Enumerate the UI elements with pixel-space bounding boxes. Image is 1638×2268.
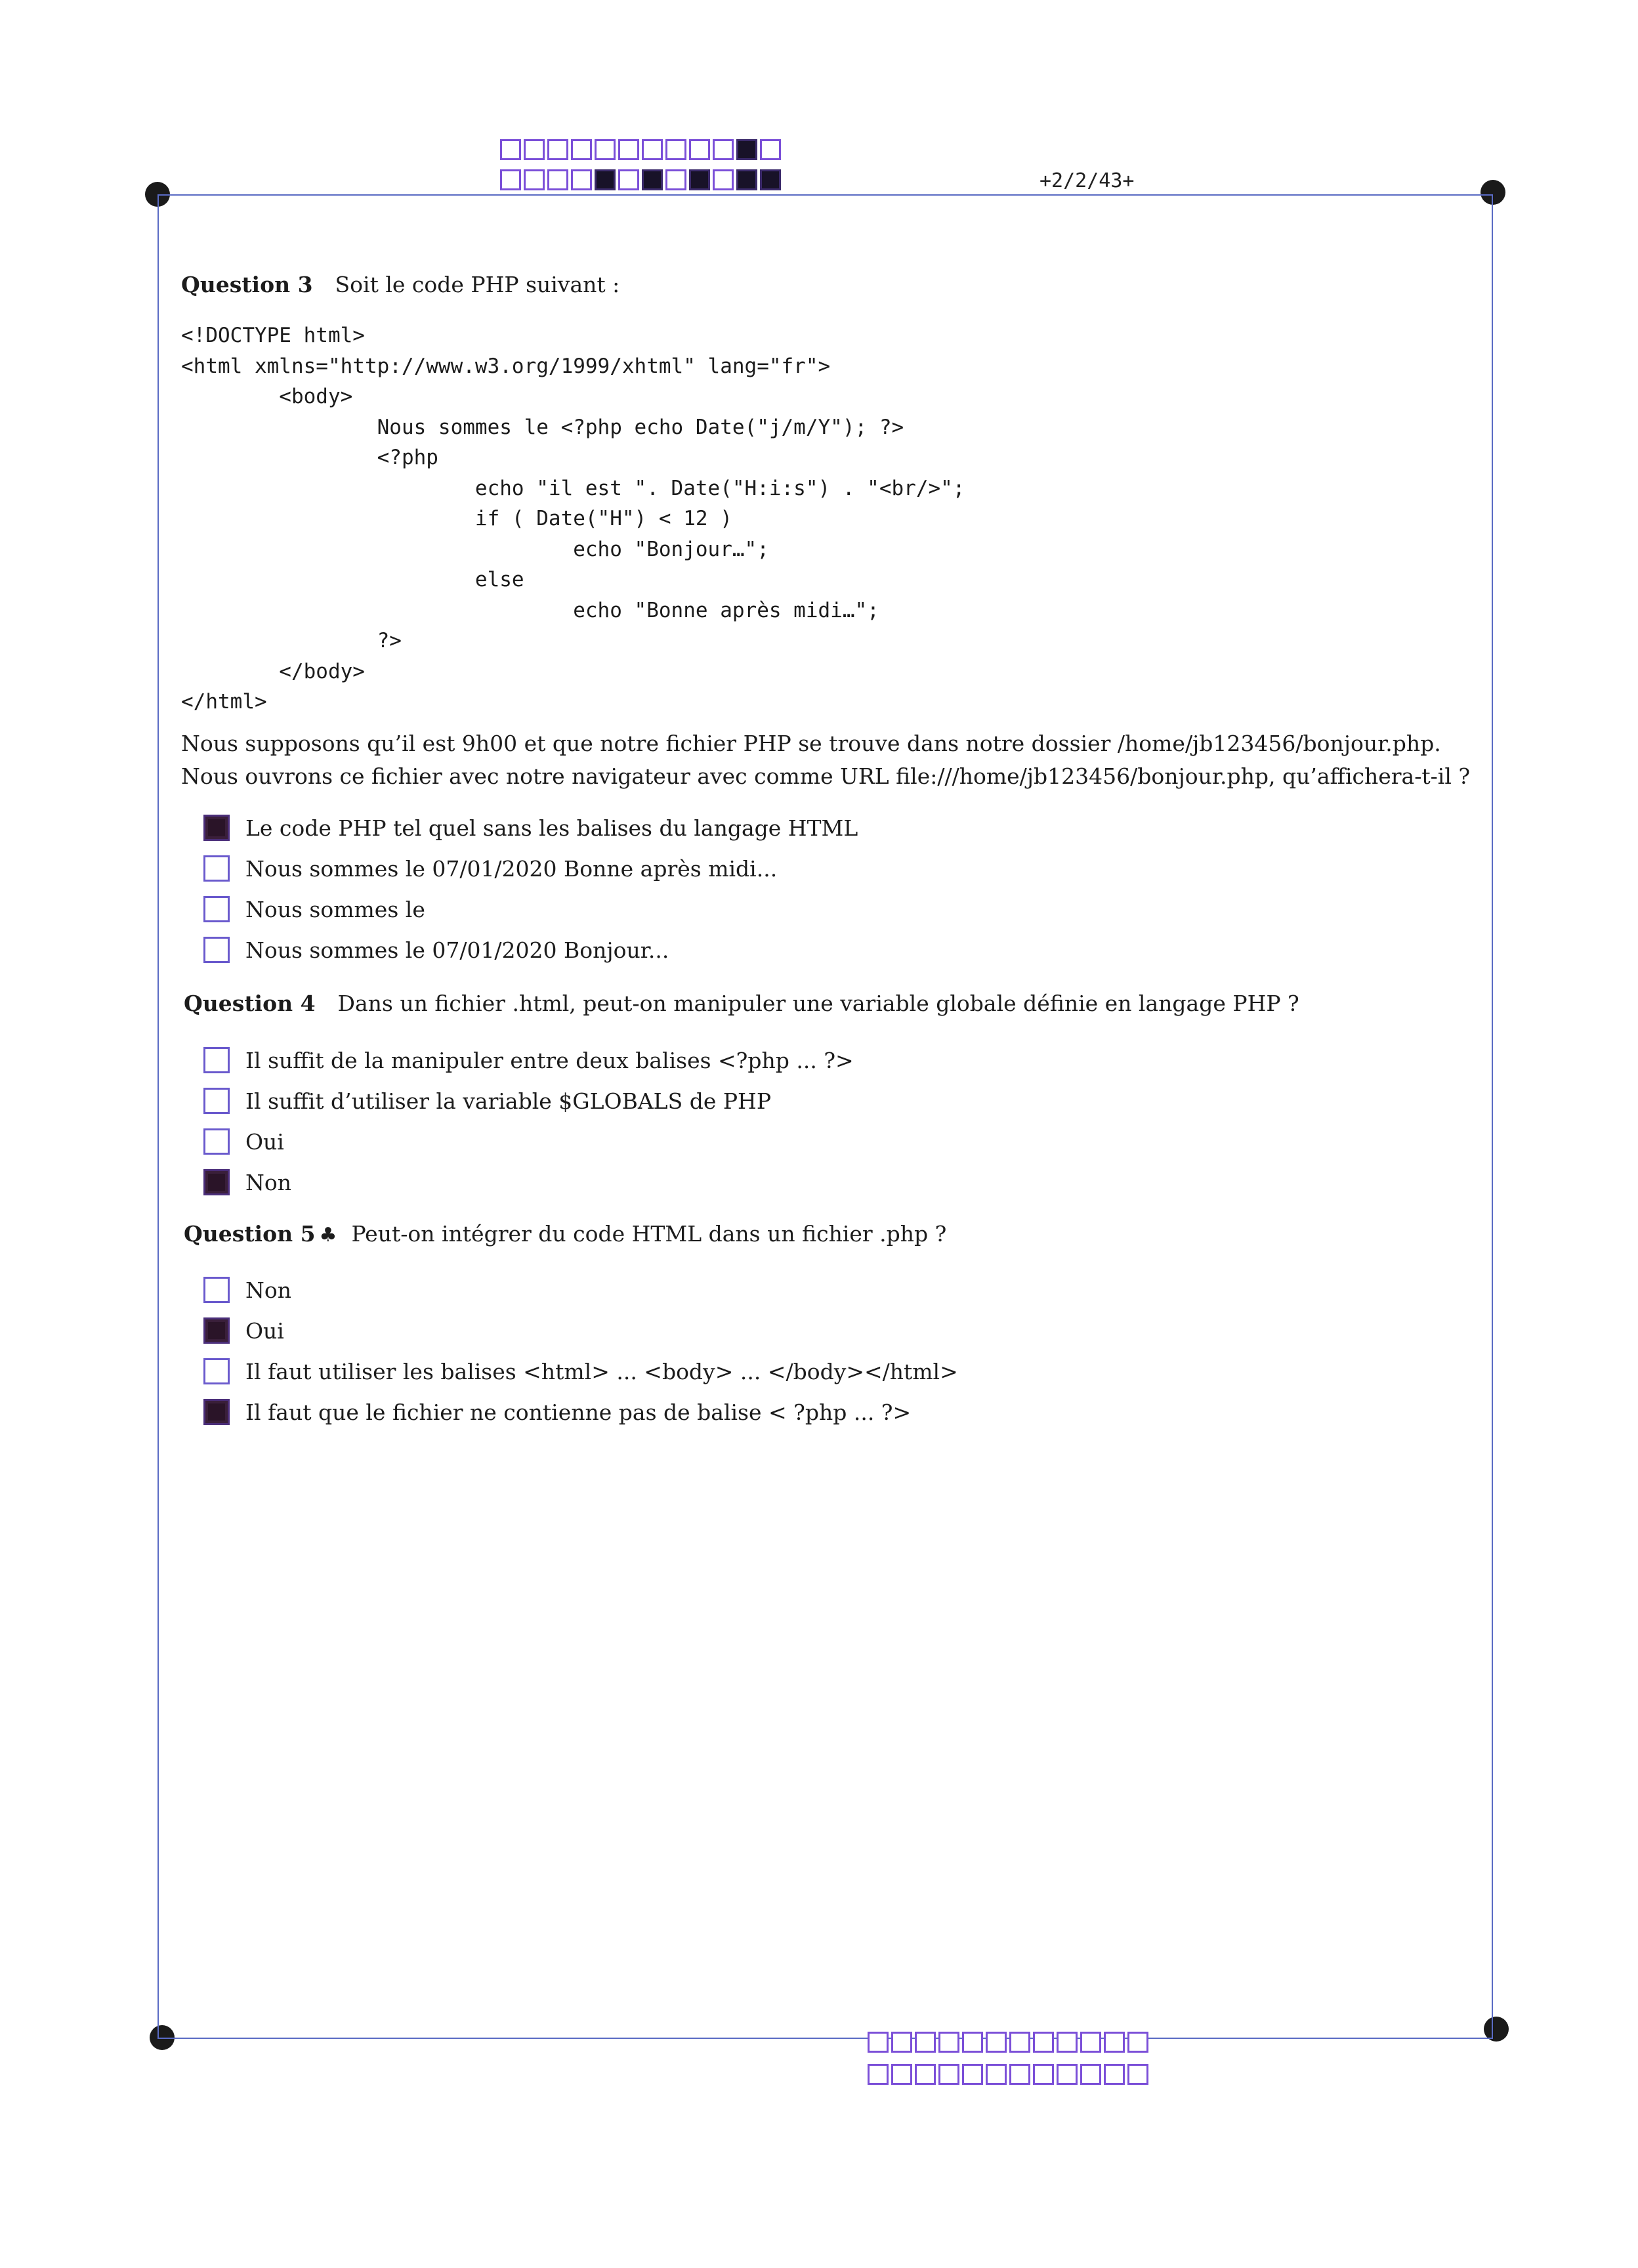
code-cell xyxy=(547,139,568,160)
answer-option[interactable] xyxy=(203,1351,958,1392)
code-line: </html> xyxy=(181,690,267,714)
checkbox-checked[interactable] xyxy=(203,1169,230,1195)
code-line: else xyxy=(181,568,524,591)
code-cell xyxy=(962,2064,983,2085)
code-cell xyxy=(962,2032,983,2053)
checkbox[interactable] xyxy=(203,1088,230,1114)
code-cell xyxy=(1080,2064,1101,2085)
code-line: Nous sommes le <?php echo Date("j/m/Y"); ?> xyxy=(181,415,904,439)
answer-option[interactable] xyxy=(203,1162,854,1203)
php-code-block xyxy=(181,320,965,717)
code-cell xyxy=(986,2032,1007,2053)
question-3-number: Question 3 xyxy=(181,272,313,297)
question-4-number: Question 4 xyxy=(184,991,316,1016)
code-cell xyxy=(1080,2032,1101,2053)
answer-label: Oui xyxy=(245,1128,284,1155)
code-cell xyxy=(642,169,663,190)
answer-option[interactable] xyxy=(203,889,858,930)
code-cell xyxy=(1009,2032,1030,2053)
answer-label: Le code PHP tel quel sans les balises du langage HTML xyxy=(245,815,858,841)
code-line: echo "Bonne après midi…"; xyxy=(181,598,879,622)
bottom-code-strip-2 xyxy=(868,2064,1151,2085)
question-3-paragraph: Nous supposons qu’il est 9h00 et que notre fichier PHP se trouve dans notre dossier /home/jb123456/bonjour.php. Nous ouvrons ce fichier avec notre navigateur avec comme URL file:///home/jb123456/bonjour.php, qu’affichera-t-il ? xyxy=(181,731,1471,789)
answer-label: Non xyxy=(245,1277,291,1303)
question-5-answers xyxy=(203,1270,958,1432)
code-cell xyxy=(736,169,757,190)
code-cell xyxy=(618,139,639,160)
code-cell xyxy=(571,169,592,190)
question-3-answers xyxy=(203,807,858,970)
answer-option[interactable] xyxy=(203,1081,854,1121)
answer-option[interactable] xyxy=(203,1040,854,1081)
bottom-code-strip-1 xyxy=(868,2032,1151,2053)
checkbox-checked[interactable] xyxy=(203,1317,230,1344)
answer-option[interactable] xyxy=(203,1310,958,1351)
checkbox-checked[interactable] xyxy=(203,815,230,841)
checkbox[interactable] xyxy=(203,1358,230,1384)
code-cell xyxy=(891,2032,912,2053)
code-cell xyxy=(571,139,592,160)
code-cell xyxy=(1009,2064,1030,2085)
answer-label: Nous sommes le 07/01/2020 Bonjour... xyxy=(245,937,669,963)
code-cell xyxy=(868,2064,889,2085)
question-4-answers xyxy=(203,1040,854,1203)
answer-label: Il faut utiliser les balises <html> ... <body> ... </body></html> xyxy=(245,1358,958,1384)
code-cell xyxy=(713,139,734,160)
question-4-heading xyxy=(184,991,1299,1017)
club-icon: ♣ xyxy=(319,1224,337,1247)
question-5-number: Question 5 xyxy=(184,1221,316,1247)
answer-label: Il suffit de la manipuler entre deux balises <?php ... ?> xyxy=(245,1047,854,1073)
code-cell xyxy=(665,139,686,160)
code-cell xyxy=(524,139,545,160)
code-line: <!DOCTYPE html> xyxy=(181,324,365,347)
checkbox-checked[interactable] xyxy=(203,1399,230,1425)
question-3-heading xyxy=(181,272,620,298)
checkbox[interactable] xyxy=(203,855,230,882)
answer-option[interactable] xyxy=(203,1121,854,1162)
code-cell xyxy=(915,2032,936,2053)
code-cell xyxy=(547,169,568,190)
code-cell xyxy=(595,169,616,190)
answer-option[interactable] xyxy=(203,1392,958,1432)
checkbox[interactable] xyxy=(203,937,230,963)
code-cell xyxy=(891,2064,912,2085)
code-line: ?> xyxy=(181,629,402,653)
top-code-strip-2 xyxy=(500,169,784,190)
question-3-text: Soit le code PHP suivant : xyxy=(335,272,620,297)
answer-label: Oui xyxy=(245,1317,284,1344)
answer-label: Nous sommes le xyxy=(245,896,425,922)
code-cell xyxy=(736,139,757,160)
code-line: echo "Bonjour…"; xyxy=(181,537,769,561)
question-5-text: Peut-on intégrer du code HTML dans un fichier .php ? xyxy=(351,1221,947,1247)
code-cell xyxy=(618,169,639,190)
code-cell xyxy=(915,2064,936,2085)
code-line: </body> xyxy=(181,659,365,683)
answer-label: Non xyxy=(245,1169,291,1195)
code-line: <body> xyxy=(181,385,353,408)
answer-option[interactable] xyxy=(203,930,858,970)
code-cell xyxy=(1057,2032,1078,2053)
code-line: <?php xyxy=(181,446,438,469)
answer-label: Nous sommes le 07/01/2020 Bonne après midi... xyxy=(245,855,778,882)
checkbox[interactable] xyxy=(203,1047,230,1073)
code-cell xyxy=(1104,2064,1125,2085)
code-cell xyxy=(642,139,663,160)
checkbox[interactable] xyxy=(203,1128,230,1155)
checkbox[interactable] xyxy=(203,896,230,922)
answer-option[interactable] xyxy=(203,807,858,848)
code-line: if ( Date("H") < 12 ) xyxy=(181,507,732,530)
code-cell xyxy=(938,2032,959,2053)
code-cell xyxy=(1033,2032,1054,2053)
code-line: <html xmlns="http://www.w3.org/1999/xhtml" lang="fr"> xyxy=(181,354,831,378)
checkbox[interactable] xyxy=(203,1277,230,1303)
code-cell xyxy=(713,169,734,190)
code-cell xyxy=(595,139,616,160)
code-cell xyxy=(1057,2064,1078,2085)
code-cell xyxy=(524,169,545,190)
answer-option[interactable] xyxy=(203,848,858,889)
answer-option[interactable] xyxy=(203,1270,958,1310)
code-line: echo "il est ". Date("H:i:s") . "<br/>"; xyxy=(181,476,965,500)
code-cell xyxy=(986,2064,1007,2085)
code-cell xyxy=(868,2032,889,2053)
page-id: +2/2/43+ xyxy=(1040,169,1135,192)
code-cell xyxy=(1104,2032,1125,2053)
top-code-strip-1 xyxy=(500,139,784,160)
question-4-text: Dans un fichier .html, peut-on manipuler une variable globale définie en langage PHP ? xyxy=(337,991,1299,1016)
code-cell xyxy=(689,139,710,160)
code-cell xyxy=(1127,2064,1148,2085)
code-cell xyxy=(938,2064,959,2085)
code-cell xyxy=(760,139,781,160)
code-cell xyxy=(1127,2032,1148,2053)
code-cell xyxy=(689,169,710,190)
answer-label: Il faut que le fichier ne contienne pas de balise < ?php ... ?> xyxy=(245,1399,912,1425)
question-5-heading xyxy=(184,1221,946,1247)
code-cell xyxy=(760,169,781,190)
code-cell xyxy=(500,139,521,160)
code-cell xyxy=(500,169,521,190)
code-cell xyxy=(1033,2064,1054,2085)
answer-label: Il suffit d’utiliser la variable $GLOBALS de PHP xyxy=(245,1088,772,1114)
code-cell xyxy=(665,169,686,190)
